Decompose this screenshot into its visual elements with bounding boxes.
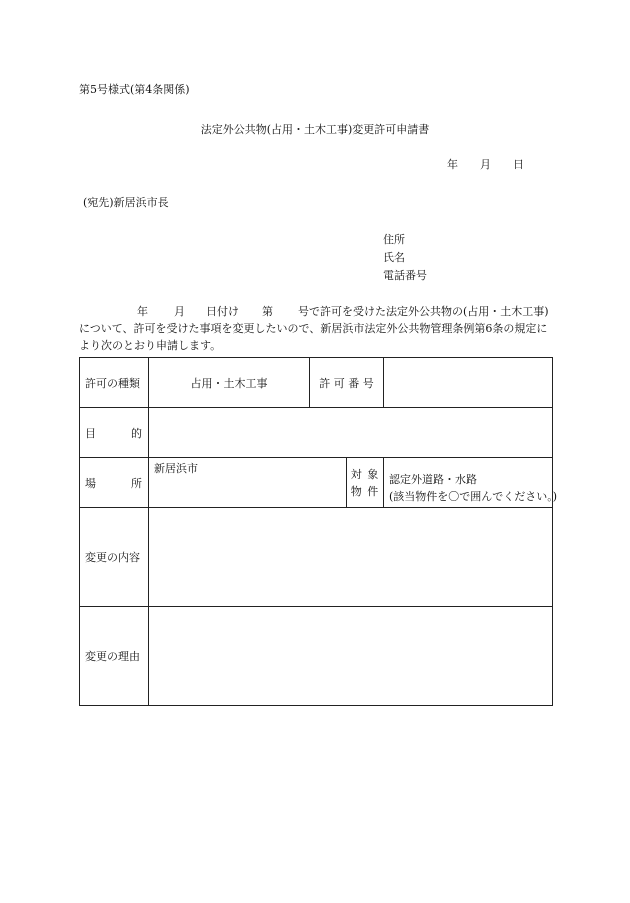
addressee: (宛先)新居浜市長 — [83, 196, 169, 209]
applicant-address-label: 住所 — [383, 233, 405, 246]
applicant-name-label: 氏名 — [383, 251, 405, 264]
applicant-phone-label: 電話番号 — [383, 269, 427, 282]
date-month: 月 — [480, 158, 491, 171]
purpose-label: 目 的 — [80, 408, 149, 458]
form-number: 第5号様式(第4条関係) — [79, 83, 190, 96]
permit-number-field[interactable] — [384, 358, 553, 408]
application-form-table — [79, 357, 558, 706]
statement-dated: 日付け — [206, 305, 239, 318]
permit-type-value: 占用・土木工事 — [149, 358, 310, 408]
location-label: 場 所 — [80, 458, 149, 508]
location-row — [80, 458, 553, 508]
change-reason-field[interactable] — [149, 607, 553, 706]
change-content-row — [80, 508, 553, 607]
statement-year: 年 — [137, 305, 148, 318]
permit-type-row — [80, 358, 553, 408]
date-day: 日 — [513, 158, 524, 171]
change-content-label: 変更の内容 — [80, 508, 149, 607]
purpose-field[interactable] — [149, 408, 553, 458]
change-reason-row — [80, 607, 553, 706]
purpose-row — [80, 408, 553, 458]
applicant-block — [383, 231, 427, 285]
permit-type-label: 許可の種類 — [80, 358, 149, 408]
permit-number-label: 許 可 番 号 — [310, 358, 384, 408]
date-year: 年 — [447, 158, 458, 171]
object-value[interactable]: 認定外道路・水路 (該当物件を〇で囲んでください。) — [384, 458, 553, 508]
change-content-field[interactable] — [149, 508, 553, 607]
document-title: 法定外公共物(占用・土木工事)変更許可申請書 — [200, 123, 430, 136]
date-line — [447, 156, 524, 172]
application-statement — [79, 303, 557, 354]
statement-number-prefix: 第 — [262, 305, 273, 318]
statement-text: 号で許可を受けた法定外公共物の(占用・土木工事)について、許可を受けた事項を変更したいので、新居浜市法定外公共物管理条例第6条の規定により次のとおり申請します。 — [79, 305, 549, 352]
location-field[interactable]: 新居浜市 — [149, 458, 347, 508]
object-label: 対 象 物 件 — [347, 458, 384, 508]
change-reason-label: 変更の理由 — [80, 607, 149, 706]
statement-month: 月 — [174, 305, 185, 318]
